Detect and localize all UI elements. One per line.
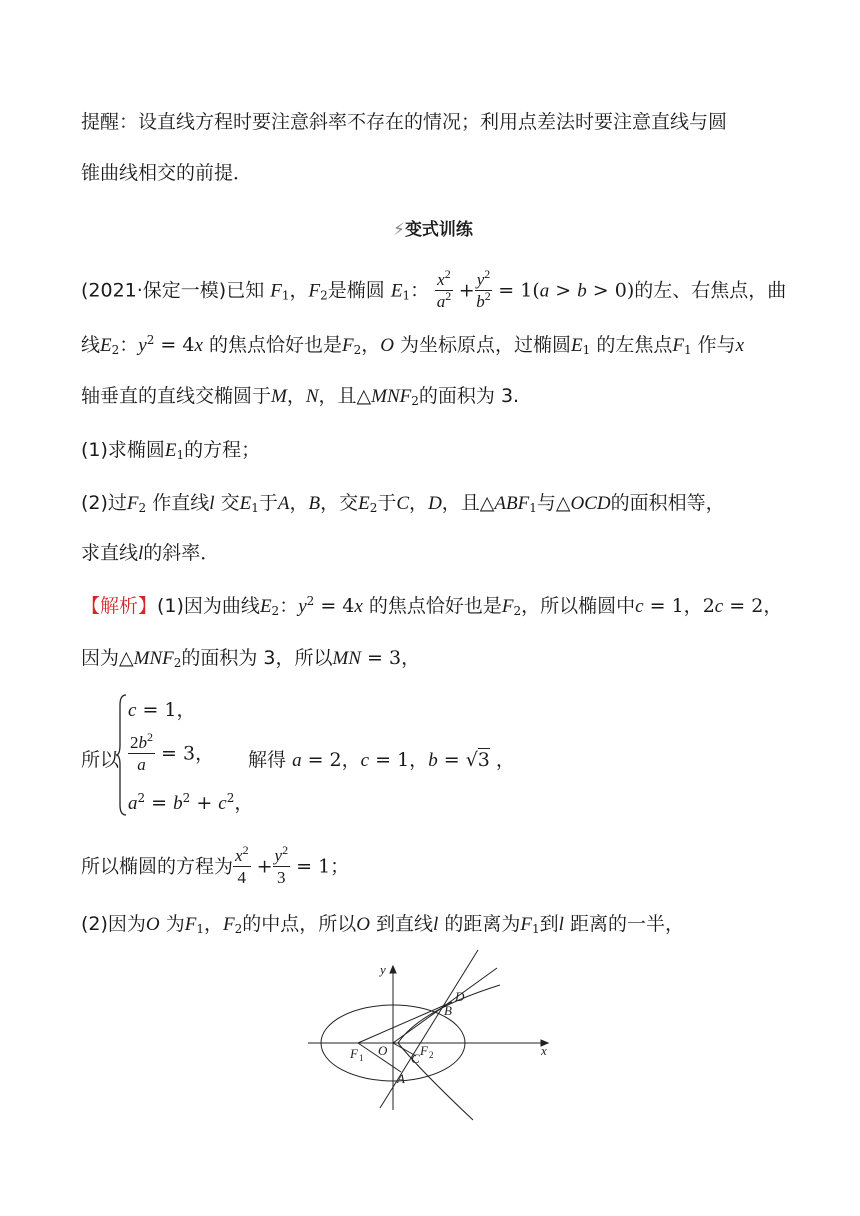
- ellipse-equation: 所以椭圆的方程为 $\frac{x^2}{4}$ + $\frac{y^2}{3}$ = 1；: [81, 843, 350, 887]
- suoyi-label: 所以: [81, 749, 120, 771]
- problem-line-3: 轴垂直的直线交椭圆于M，N，且$\triangle MNF_2$的面积为 3.: [81, 385, 520, 408]
- label-C: C: [411, 1051, 420, 1066]
- section-title: ⚡变式训练: [393, 220, 473, 240]
- solution-line-2: 因为$\triangle MNF_2$的面积为 3，所以MN = 3，: [81, 647, 421, 670]
- label-D: D: [455, 989, 465, 1004]
- eq-frac: $\frac{2b^2}{a}$ = 3，: [130, 730, 215, 774]
- solve-result: 解得 a = 2，c = 1，b = √3 ，: [248, 749, 515, 771]
- question-1: (1)求椭圆$E_1$的方程；: [81, 439, 261, 462]
- svg-text:2: 2: [429, 1050, 434, 1060]
- problem-line-1: (2021·保定一模)已知 $F_1$，$F_2$是椭圆 $E_1$： $\frac{x^2}{a^2}$ + $\frac{y^2}{b^2}$ = 1(a > b > 0)的左、右焦点，曲: [81, 267, 787, 311]
- reminder-line-2: 锥曲线相交的前提．: [81, 162, 253, 184]
- solution-line-1: 【解析】(1)因为曲线$E_2$：$y^2 = 4x$ 的焦点恰好也是$F_2$，所以椭圆中c = 1，2c = 2，: [81, 594, 783, 618]
- label-B: B: [444, 1003, 452, 1018]
- problem-line-2: 线$E_2$：$y^2 = 4x$ 的焦点恰好也是$F_2$，O 为坐标原点，过椭圆$E_1$ 的左焦点$F_1$ 作与x: [81, 333, 745, 357]
- lightning-icon: ⚡: [393, 220, 405, 240]
- reminder-line-1: 提醒：设直线方程时要注意斜率不存在的情况；利用点差法时要注意直线与圆: [81, 111, 728, 133]
- label-A: A: [397, 1071, 405, 1086]
- svg-text:1: 1: [359, 1053, 364, 1063]
- label-O: O: [378, 1043, 388, 1058]
- question-2-line-2: 求直线l的斜率．: [81, 542, 220, 564]
- eq-c: c = 1，: [128, 699, 196, 721]
- question-2-line-1: (2)过$F_2$ 作直线l 交$E_1$于A，B，交$E_2$于C，D，且$\triangle ABF_1$与△OCD的面积相等，: [81, 492, 725, 515]
- line-l: [380, 950, 478, 1108]
- label-F2: F: [420, 1043, 428, 1058]
- label-x: x: [541, 1043, 547, 1058]
- eq-abc: $a^2 = b^2 + c^2$，: [128, 791, 254, 814]
- solution-line-5: (2)因为O 为$F_1$，$F_2$的中点，所以O 到直线l 的距离为$F_1$到l 距离的一半，: [81, 913, 684, 936]
- label-y: y: [380, 962, 386, 977]
- label-F1: F: [350, 1046, 358, 1061]
